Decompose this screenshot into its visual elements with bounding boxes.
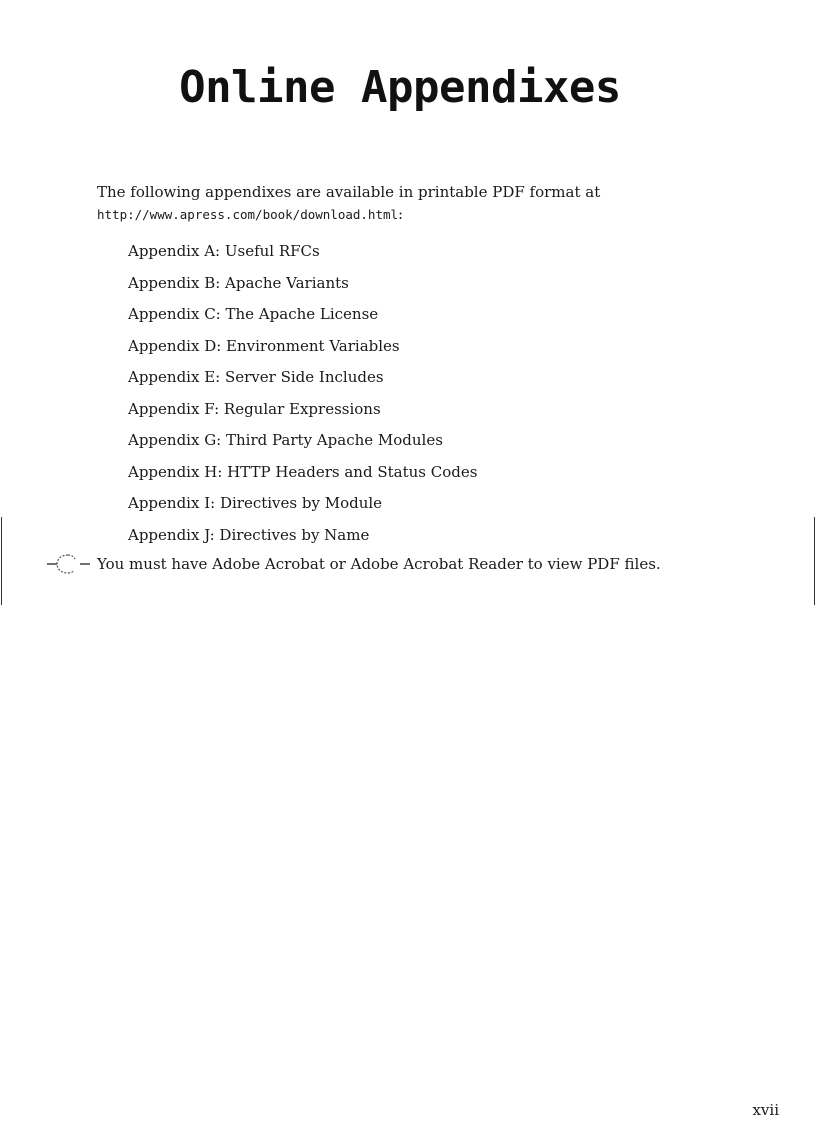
appendix-item: Appendix H: HTTP Headers and Status Codes	[128, 462, 478, 481]
appendix-item: Appendix I: Directives by Module	[128, 494, 383, 512]
appendix-item: Appendix F: Regular Expressions	[128, 399, 381, 418]
appendix-item: Appendix B: Apache Variants	[128, 273, 349, 292]
intro-text: The following appendixes are available in printable PDF format at	[97, 183, 601, 201]
page-title: Online Appendixes	[179, 62, 621, 113]
page-number: xvii	[752, 1101, 779, 1119]
download-url: http://www.apress.com/book/download.html	[97, 207, 399, 222]
intro-paragraph	[97, 181, 737, 226]
appendix-item: Appendix J: Directives by Name	[128, 525, 370, 544]
appendix-item: Appendix E: Server Side Includes	[128, 368, 384, 386]
intro-suffix: :	[398, 205, 404, 223]
appendix-item: Appendix D: Environment Variables	[128, 336, 400, 355]
appendix-item: Appendix C: The Apache License	[128, 305, 379, 323]
right-margin-bar	[814, 517, 815, 605]
appendix-item: Appendix G: Third Party Apache Modules	[128, 431, 443, 449]
left-margin-bar	[1, 517, 2, 605]
pdf-note: You must have Adobe Acrobat or Adobe Acrobat Reader to view PDF files.	[97, 555, 661, 573]
tip-icon	[44, 551, 92, 577]
appendix-item: Appendix A: Useful RFCs	[128, 242, 320, 260]
appendix-list	[128, 236, 477, 551]
